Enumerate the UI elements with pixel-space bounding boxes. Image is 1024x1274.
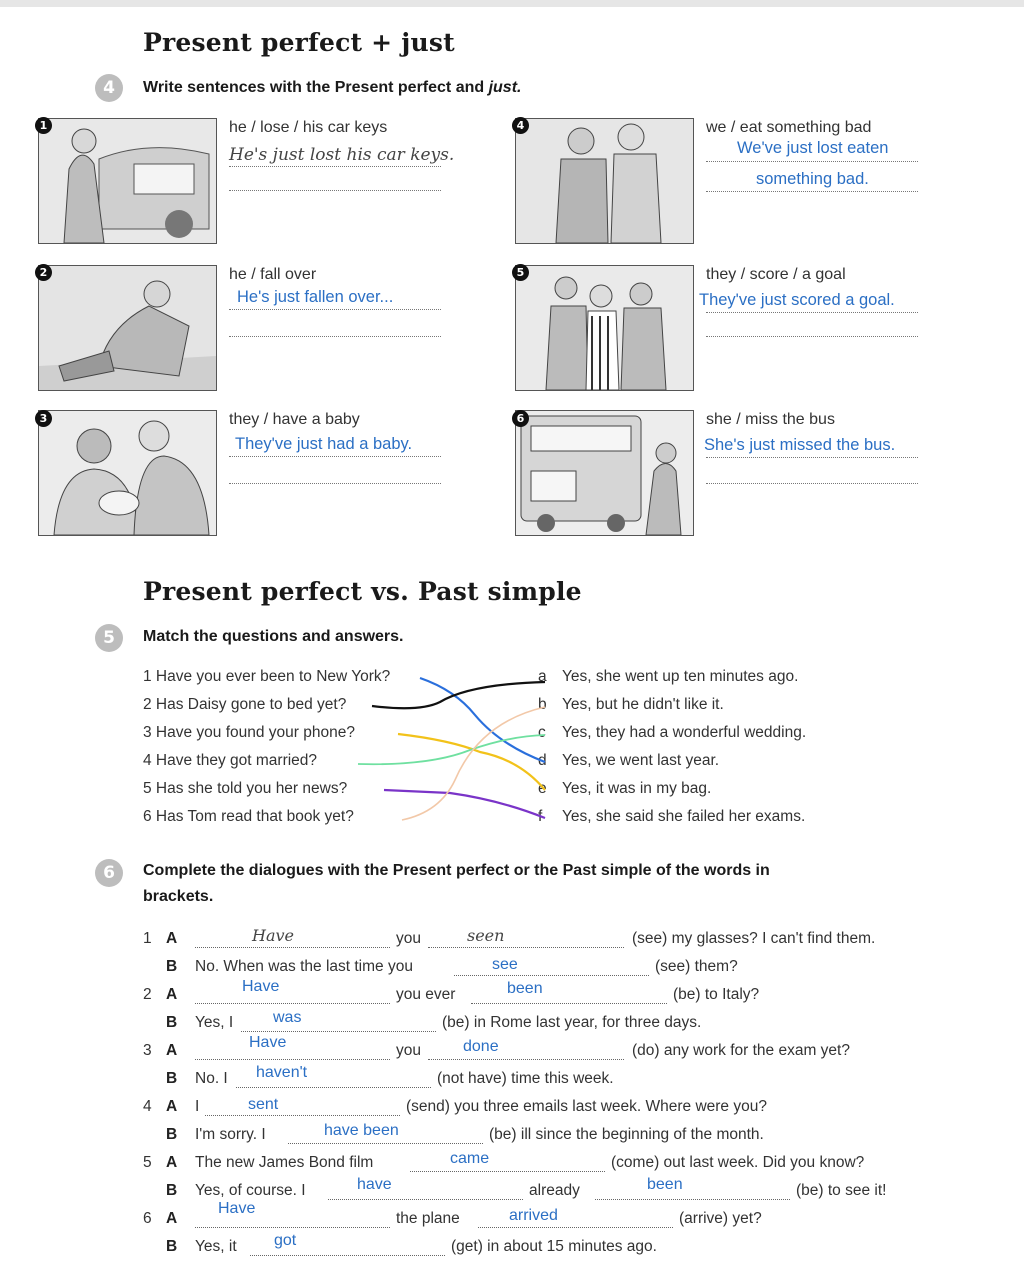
exercise-4-instruction: Write sentences with the Present perfect and just. bbox=[143, 79, 522, 96]
dialogue-5-number: 5 bbox=[143, 1154, 152, 1171]
answer-4-line1: We've just lost eaten bbox=[737, 139, 889, 157]
prompt-1: he / lose / his car keys bbox=[229, 119, 388, 136]
exercise-number-badge: 5 bbox=[95, 624, 123, 652]
exercise-5-instruction: Match the questions and answers. bbox=[143, 628, 404, 645]
dialogue-1b-rest: (see) them? bbox=[655, 958, 738, 975]
answer-1-handwritten: He's just lost his car keys. bbox=[229, 145, 455, 165]
prompt-6: she / miss the bus bbox=[706, 411, 835, 428]
answer-option-f: f Yes, she said she failed her exams. bbox=[538, 808, 806, 825]
picture-couple-with-baby bbox=[38, 410, 217, 536]
question-6: 6 Has Tom read that book yet? bbox=[143, 808, 354, 825]
picture-number-5: 5 bbox=[512, 264, 529, 281]
dialogue-1a-fill-1: Have bbox=[252, 926, 294, 945]
dialogue-4a-fill: sent bbox=[248, 1096, 279, 1113]
blank bbox=[428, 947, 624, 948]
question-3: 3 Have you found your phone? bbox=[143, 724, 355, 741]
speaker-b: B bbox=[166, 1070, 178, 1087]
answer-line bbox=[229, 336, 441, 337]
match-line-3-e bbox=[398, 734, 545, 790]
speaker-a: A bbox=[166, 1042, 178, 1059]
dialogue-6a-text: the plane bbox=[396, 1210, 460, 1227]
speaker-b: B bbox=[166, 958, 178, 975]
speaker-a: A bbox=[166, 930, 178, 947]
answer-line bbox=[706, 161, 918, 162]
match-line-2-a bbox=[372, 682, 545, 708]
blank bbox=[195, 1059, 390, 1060]
dialogue-1a-fill-2: seen bbox=[467, 926, 505, 945]
exercise-number-badge: 6 bbox=[95, 859, 123, 887]
exercise-number-badge: 4 bbox=[95, 74, 123, 102]
speaker-a: A bbox=[166, 1154, 178, 1171]
dialogue-5a-fill: came bbox=[450, 1150, 490, 1167]
blank bbox=[205, 1115, 400, 1116]
answer-3: They've just had a baby. bbox=[235, 435, 413, 453]
section-title-present-perfect-just: Present perfect + just bbox=[143, 28, 455, 57]
dialogue-2b-text: Yes, I bbox=[195, 1014, 234, 1031]
answer-line bbox=[706, 336, 918, 337]
dialogue-1b-fill: see bbox=[492, 956, 518, 973]
blank bbox=[250, 1255, 445, 1256]
exercise-6-instruction-line1: Complete the dialogues with the Present perfect or the Past simple of the words in bbox=[143, 862, 770, 879]
question-4: 4 Have they got married? bbox=[143, 752, 318, 769]
speaker-b: B bbox=[166, 1014, 178, 1031]
blank bbox=[471, 1003, 667, 1004]
dialogue-3b-rest: (not have) time this week. bbox=[437, 1070, 614, 1087]
blank bbox=[410, 1171, 605, 1172]
dialogue-3a-fill-2: done bbox=[463, 1038, 499, 1055]
blank bbox=[195, 947, 390, 948]
dialogue-6b-rest: (get) in about 15 minutes ago. bbox=[451, 1238, 657, 1255]
match-line-6-b bbox=[402, 707, 545, 820]
answer-6: She's just missed the bus. bbox=[704, 436, 896, 454]
blank bbox=[236, 1087, 431, 1088]
dialogue-6b-text: Yes, it bbox=[195, 1238, 237, 1255]
dialogue-5b-mid: already bbox=[529, 1182, 580, 1199]
answer-line bbox=[229, 309, 441, 310]
picture-number-2: 2 bbox=[35, 264, 52, 281]
dialogue-5a-text: The new James Bond film bbox=[195, 1154, 374, 1171]
blank bbox=[288, 1143, 483, 1144]
question-2: 2 Has Daisy gone to bed yet? bbox=[143, 696, 347, 713]
dialogue-2a-fill-2: been bbox=[507, 980, 543, 997]
blank bbox=[195, 1003, 390, 1004]
dialogue-2b-rest: (be) in Rome last year, for three days. bbox=[442, 1014, 702, 1031]
dialogue-6a-fill-2: arrived bbox=[509, 1207, 558, 1224]
answer-option-b: b Yes, but he didn't like it. bbox=[538, 696, 724, 713]
dialogue-5b-fill-1: have bbox=[357, 1176, 392, 1193]
dialogue-6-number: 6 bbox=[143, 1210, 152, 1227]
answer-2: He's just fallen over... bbox=[237, 288, 394, 306]
dialogue-1a-text: you bbox=[396, 930, 421, 947]
speaker-a: A bbox=[166, 1210, 178, 1227]
dialogue-5b-rest: (be) to see it! bbox=[796, 1182, 887, 1199]
blank bbox=[241, 1031, 436, 1032]
blank bbox=[595, 1199, 790, 1200]
dialogue-4b-rest: (be) ill since the beginning of the month. bbox=[489, 1126, 764, 1143]
blank bbox=[328, 1199, 523, 1200]
blank bbox=[195, 1227, 390, 1228]
dialogue-3a-rest: (do) any work for the exam yet? bbox=[632, 1042, 850, 1059]
answer-line bbox=[229, 483, 441, 484]
dialogue-3b-fill: haven't bbox=[256, 1064, 308, 1081]
answer-line bbox=[706, 483, 918, 484]
dialogue-1a-rest: (see) my glasses? I can't find them. bbox=[632, 930, 876, 947]
answer-line bbox=[229, 190, 441, 191]
answer-line bbox=[706, 191, 918, 192]
prompt-2: he / fall over bbox=[229, 266, 317, 283]
dialogue-4a-rest: (send) you three emails last week. Where were you? bbox=[406, 1098, 767, 1115]
blank bbox=[478, 1227, 673, 1228]
speaker-b: B bbox=[166, 1238, 178, 1255]
answer-option-d: d Yes, we went last year. bbox=[538, 752, 720, 769]
answer-line bbox=[706, 457, 918, 458]
picture-number-3: 3 bbox=[35, 410, 52, 427]
prompt-3: they / have a baby bbox=[229, 411, 360, 428]
dialogue-6a-fill-1: Have bbox=[218, 1200, 256, 1217]
dialogue-2a-fill-1: Have bbox=[242, 978, 280, 995]
picture-man-fallen-over bbox=[38, 265, 217, 391]
question-5: 5 Has she told you her news? bbox=[143, 780, 348, 797]
blank bbox=[454, 975, 649, 976]
dialogue-4b-fill: have been bbox=[324, 1122, 399, 1139]
prompt-5: they / score / a goal bbox=[706, 266, 846, 283]
dialogue-5b-fill-2: been bbox=[647, 1176, 683, 1193]
dialogue-5a-rest: (come) out last week. Did you know? bbox=[611, 1154, 865, 1171]
match-line-4-c bbox=[358, 735, 545, 764]
speaker-a: A bbox=[166, 1098, 178, 1115]
match-line-1-d bbox=[420, 678, 545, 762]
top-bar bbox=[0, 0, 1024, 7]
blank bbox=[428, 1059, 624, 1060]
answer-line bbox=[706, 312, 918, 313]
answer-option-c: c Yes, they had a wonderful wedding. bbox=[538, 724, 807, 741]
dialogue-3b-text: No. I bbox=[195, 1070, 228, 1087]
answer-option-e: e Yes, it was in my bag. bbox=[538, 780, 712, 797]
prompt-4: we / eat something bad bbox=[706, 119, 872, 136]
dialogue-5b-text: Yes, of course. I bbox=[195, 1182, 306, 1199]
picture-two-men-sick bbox=[515, 118, 694, 244]
picture-footballers-celebrating bbox=[515, 265, 694, 391]
answer-4-line2: something bad. bbox=[756, 170, 869, 188]
dialogue-6b-fill: got bbox=[274, 1232, 297, 1249]
match-line-5-f bbox=[384, 790, 545, 818]
dialogue-3a-fill-1: Have bbox=[249, 1034, 287, 1051]
question-1: 1 Have you ever been to New York? bbox=[143, 668, 391, 685]
picture-woman-missing-bus bbox=[515, 410, 694, 536]
dialogue-6a-rest: (arrive) yet? bbox=[679, 1210, 762, 1227]
answer-5: They've just scored a goal. bbox=[699, 291, 895, 309]
dialogue-3-number: 3 bbox=[143, 1042, 152, 1059]
dialogue-1-number: 1 bbox=[143, 930, 152, 947]
picture-man-locked-out-of-car bbox=[38, 118, 217, 244]
answer-line bbox=[229, 456, 441, 457]
dialogue-2b-fill: was bbox=[273, 1009, 302, 1026]
dialogue-2-number: 2 bbox=[143, 986, 152, 1003]
speaker-b: B bbox=[166, 1126, 178, 1143]
dialogue-1b-text: No. When was the last time you bbox=[195, 958, 413, 975]
dialogue-2a-text: you ever bbox=[396, 986, 456, 1003]
section-title-present-perfect-vs-past-simple: Present perfect vs. Past simple bbox=[143, 577, 582, 606]
dialogue-2a-rest: (be) to Italy? bbox=[673, 986, 760, 1003]
answer-option-a: a Yes, she went up ten minutes ago. bbox=[538, 668, 799, 685]
dialogue-4-number: 4 bbox=[143, 1098, 152, 1115]
picture-number-1: 1 bbox=[35, 117, 52, 134]
dialogue-4a-text: I bbox=[195, 1098, 200, 1115]
dialogue-3a-text: you bbox=[396, 1042, 421, 1059]
exercise-6-instruction-line2: brackets. bbox=[143, 888, 214, 905]
picture-number-6: 6 bbox=[512, 410, 529, 427]
dialogue-4b-text: I'm sorry. I bbox=[195, 1126, 266, 1143]
speaker-b: B bbox=[166, 1182, 178, 1199]
speaker-a: A bbox=[166, 986, 178, 1003]
answer-line bbox=[229, 166, 441, 167]
picture-number-4: 4 bbox=[512, 117, 529, 134]
